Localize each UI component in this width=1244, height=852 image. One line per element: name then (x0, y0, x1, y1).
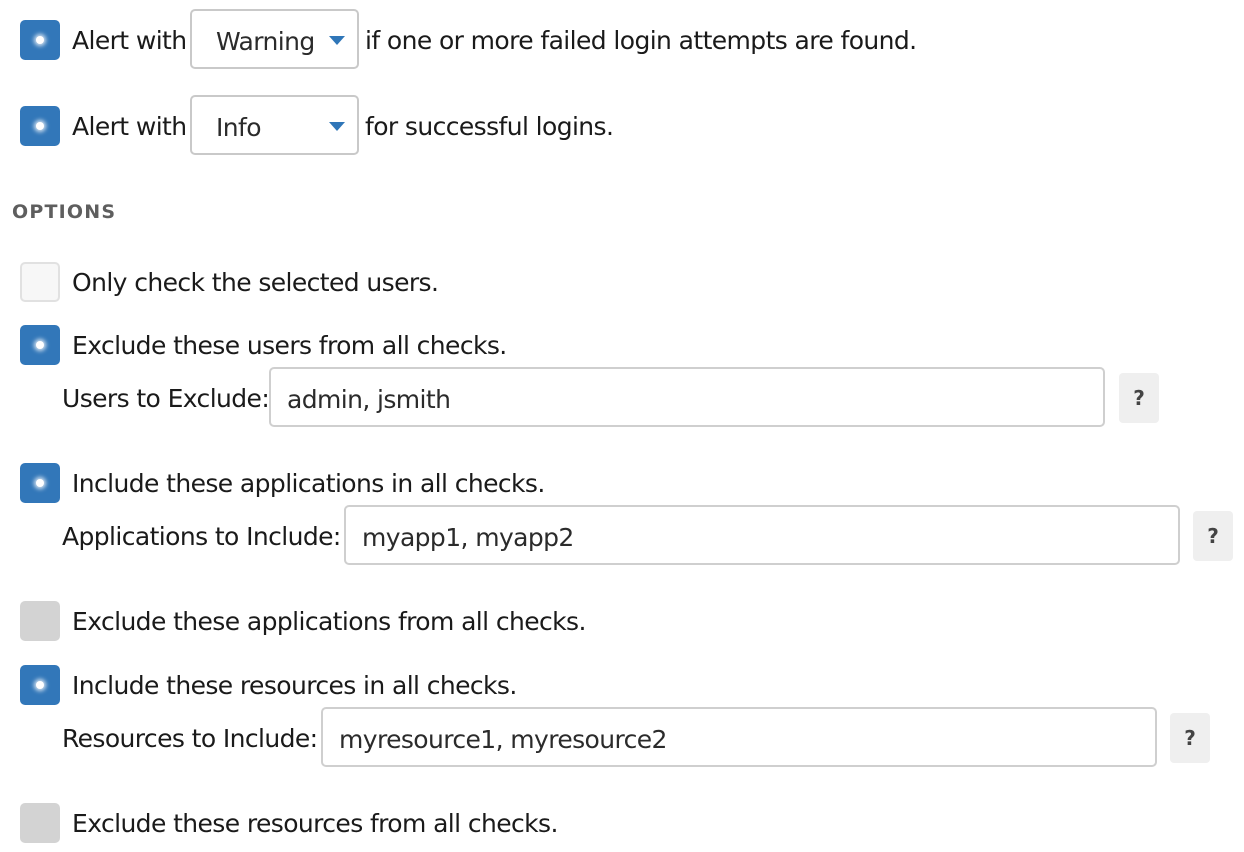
include-resources-label: Include these resources in all checks. (72, 671, 517, 700)
users-to-exclude-label: Users to Exclude: (62, 384, 270, 413)
alert-success-level-value: Info (216, 113, 261, 142)
exclude-apps-checkbox[interactable] (20, 601, 60, 641)
resources-to-include-value: myresource1, myresource2 (339, 725, 667, 754)
alert-success-prefix: Alert with (72, 112, 187, 141)
apps-to-include-input[interactable] (344, 505, 1180, 565)
resources-to-include-label: Resources to Include: (62, 724, 318, 753)
options-section-title: OPTIONS (12, 201, 117, 223)
include-apps-label: Include these applications in all checks. (72, 469, 545, 498)
exclude-resources-label: Exclude these resources from all checks. (72, 809, 558, 838)
include-apps-checkbox[interactable] (20, 463, 60, 503)
chevron-down-icon (329, 36, 345, 45)
resources-to-include-help-button[interactable]: ? (1170, 713, 1210, 763)
users-to-exclude-help-button[interactable]: ? (1119, 373, 1159, 423)
chevron-down-icon (329, 122, 345, 131)
only-selected-users-checkbox[interactable] (20, 262, 60, 302)
exclude-apps-label: Exclude these applications from all checks. (72, 607, 586, 636)
exclude-resources-checkbox[interactable] (20, 803, 60, 843)
resources-to-include-input[interactable] (321, 707, 1157, 767)
alert-failed-suffix: if one or more failed login attempts are found. (365, 26, 917, 55)
users-to-exclude-value: admin, jsmith (287, 385, 451, 414)
only-selected-users-label: Only check the selected users. (72, 268, 439, 297)
alert-failed-prefix: Alert with (72, 26, 187, 55)
apps-to-include-label: Applications to Include: (62, 522, 341, 551)
alert-failed-level-value: Warning (216, 27, 315, 56)
alert-failed-checkbox[interactable] (20, 20, 60, 60)
exclude-users-label: Exclude these users from all checks. (72, 331, 507, 360)
include-resources-checkbox[interactable] (20, 665, 60, 705)
users-to-exclude-input[interactable] (269, 367, 1105, 427)
alert-success-level-select[interactable] (190, 95, 359, 155)
alert-success-suffix: for successful logins. (365, 112, 614, 141)
alert-success-checkbox[interactable] (20, 106, 60, 146)
apps-to-include-value: myapp1, myapp2 (362, 523, 574, 552)
exclude-users-checkbox[interactable] (20, 325, 60, 365)
apps-to-include-help-button[interactable]: ? (1193, 511, 1233, 561)
alert-failed-level-select[interactable] (190, 9, 359, 69)
